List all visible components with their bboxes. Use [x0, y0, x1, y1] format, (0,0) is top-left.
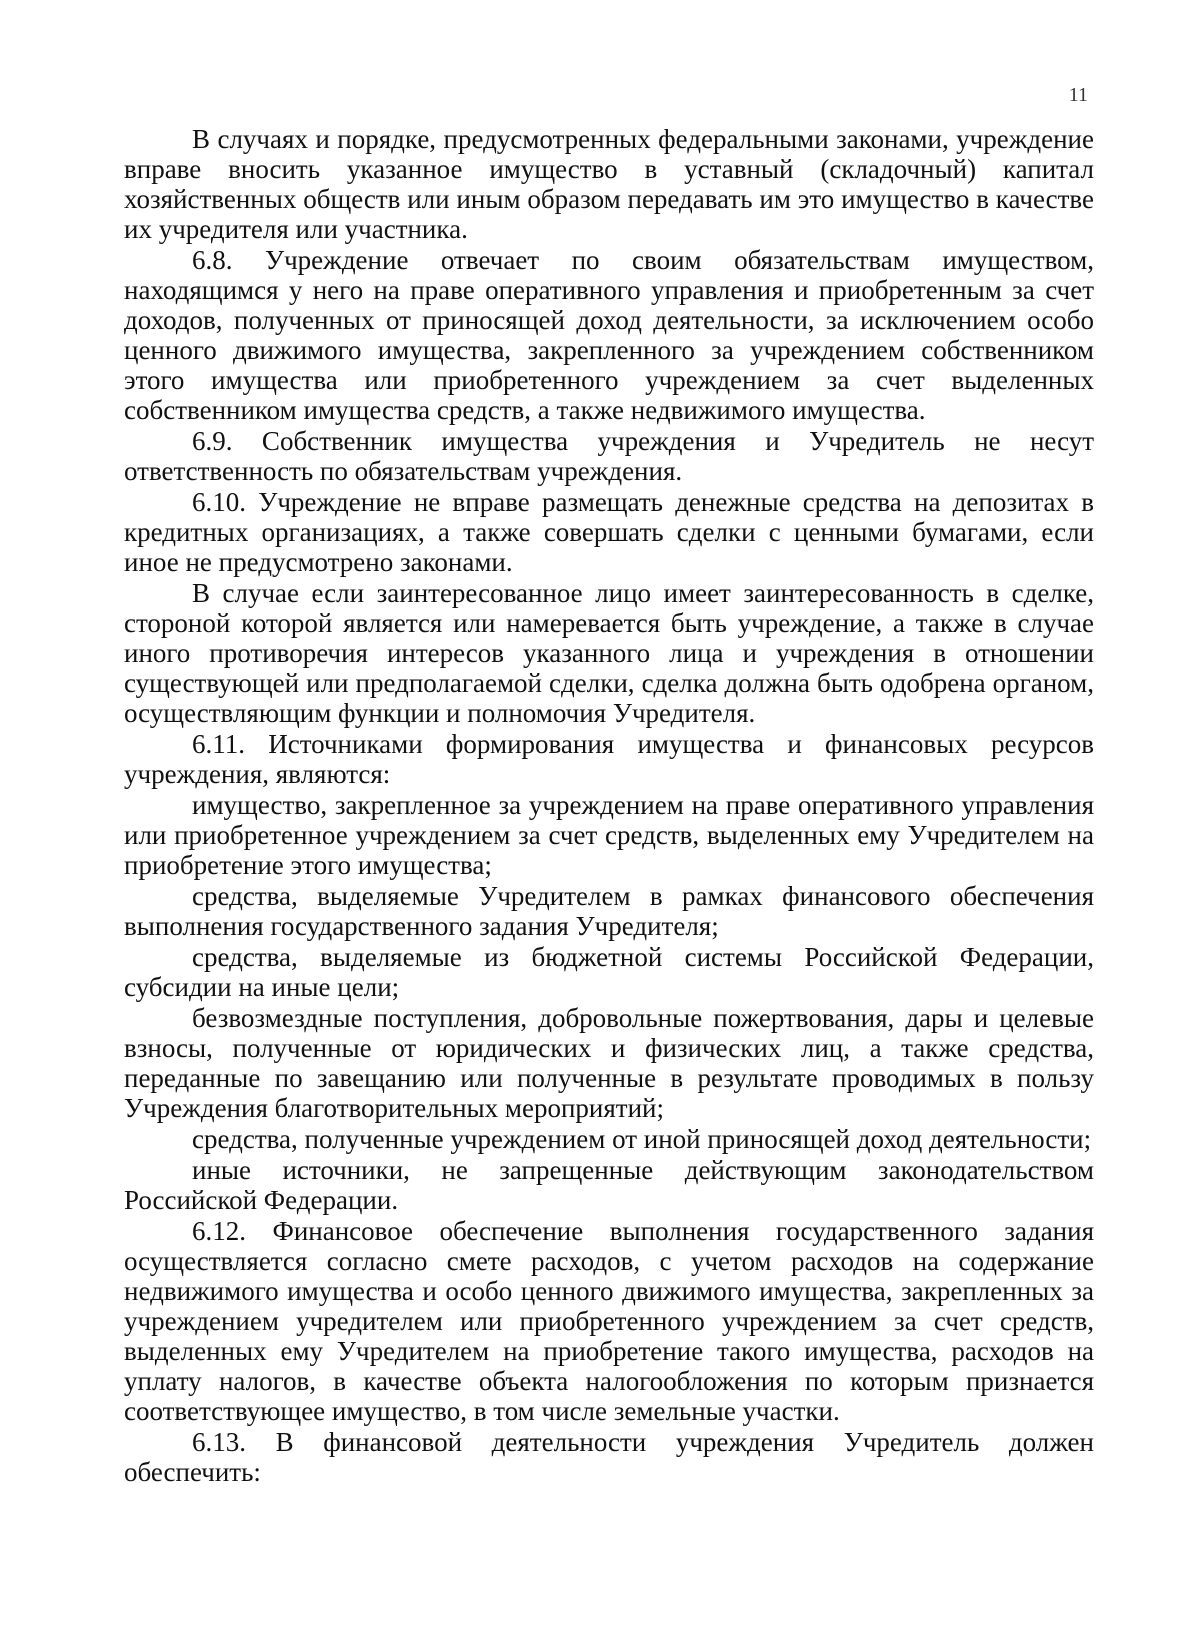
- list-item-state-task-funds: средства, выделяемые Учредителем в рамках финансового обеспечения выполнения государственного задания Учредителя;: [124, 881, 1094, 941]
- list-item-budget-funds: средства, выделяемые из бюджетной системы Российской Федерации, субсидии на иные цели;: [124, 942, 1094, 1002]
- document-body: [124, 124, 1094, 1488]
- paragraph-6-10: 6.10. Учреждение не вправе размещать денежные средства на депозитах в кредитных организациях, а также совершать сделки с ценными бумагами, если иное не предусмотрено законами.: [124, 487, 1094, 577]
- paragraph-6-9: 6.9. Собственник имущества учреждения и Учредитель не несут ответственность по обязательствам учреждения.: [124, 426, 1094, 486]
- paragraph-6-8: 6.8. Учреждение отвечает по своим обязательствам имуществом, находящимся у него на праве оперативного управления и приобретенным за счет доходов, полученных от приносящей доход деятельности, за исключением особо ценного движимого имущества, закрепленного за учреждением собственником этого имущества или приобретенного учреждением за счет выделенных собственником имущества средств, а также недвижимого имущества.: [124, 245, 1094, 425]
- paragraph-6-12: 6.12. Финансовое обеспечение выполнения государственного задания осуществляется согласно смете расходов, с учетом расходов на содержание недвижимого имущества и особо ценного движимого имущества, закрепленных за учреждением учредителем или приобретенного учреждением за счет средств, выделенных ему Учредителем на приобретение такого имущества, расходов на уплату налогов, в качестве объекта налогообложения по которым признается соответствующее имущество, в том числе земельные участки.: [124, 1216, 1094, 1426]
- paragraph-6-11: 6.11. Источниками формирования имущества и финансовых ресурсов учреждения, являются:: [124, 729, 1094, 789]
- list-item-property: имущество, закрепленное за учреждением на праве оперативного управления или приобретенное учреждением за счет средств, выделенных ему Учредителем на приобретение этого имущества;: [124, 790, 1094, 880]
- paragraph-interested-party: В случае если заинтересованное лицо имеет заинтересованность в сделке, стороной которой является или намеревается быть учреждение, а также в случае иного противоречия интересов указанного лица и учреждения в отношении существующей или предполагаемой сделки, сделка должна быть одобрена органом, осуществляющим функции и полномочия Учредителя.: [124, 578, 1094, 728]
- list-item-donations: безвозмездные поступления, добровольные пожертвования, дары и целевые взносы, полученные от юридических и физических лиц, а также средства, переданные по завещанию или полученные в результате проводимых в пользу Учреждения благотворительных мероприятий;: [124, 1003, 1094, 1123]
- paragraph-6-13: 6.13. В финансовой деятельности учреждения Учредитель должен обеспечить:: [124, 1427, 1094, 1487]
- page-number: 11: [1068, 84, 1088, 106]
- list-item-other-sources: иные источники, не запрещенные действующим законодательством Российской Федерации.: [124, 1155, 1094, 1215]
- list-item-income-activity: средства, полученные учреждением от иной приносящей доход деятельности;: [192, 1124, 1092, 1154]
- paragraph-contribution-rights: В случаях и порядке, предусмотренных федеральными законами, учреждение вправе вносить указанное имущество в уставный (складочный) капитал хозяйственных обществ или иным образом передавать им это имущество в качестве их учредителя или участника.: [124, 124, 1094, 244]
